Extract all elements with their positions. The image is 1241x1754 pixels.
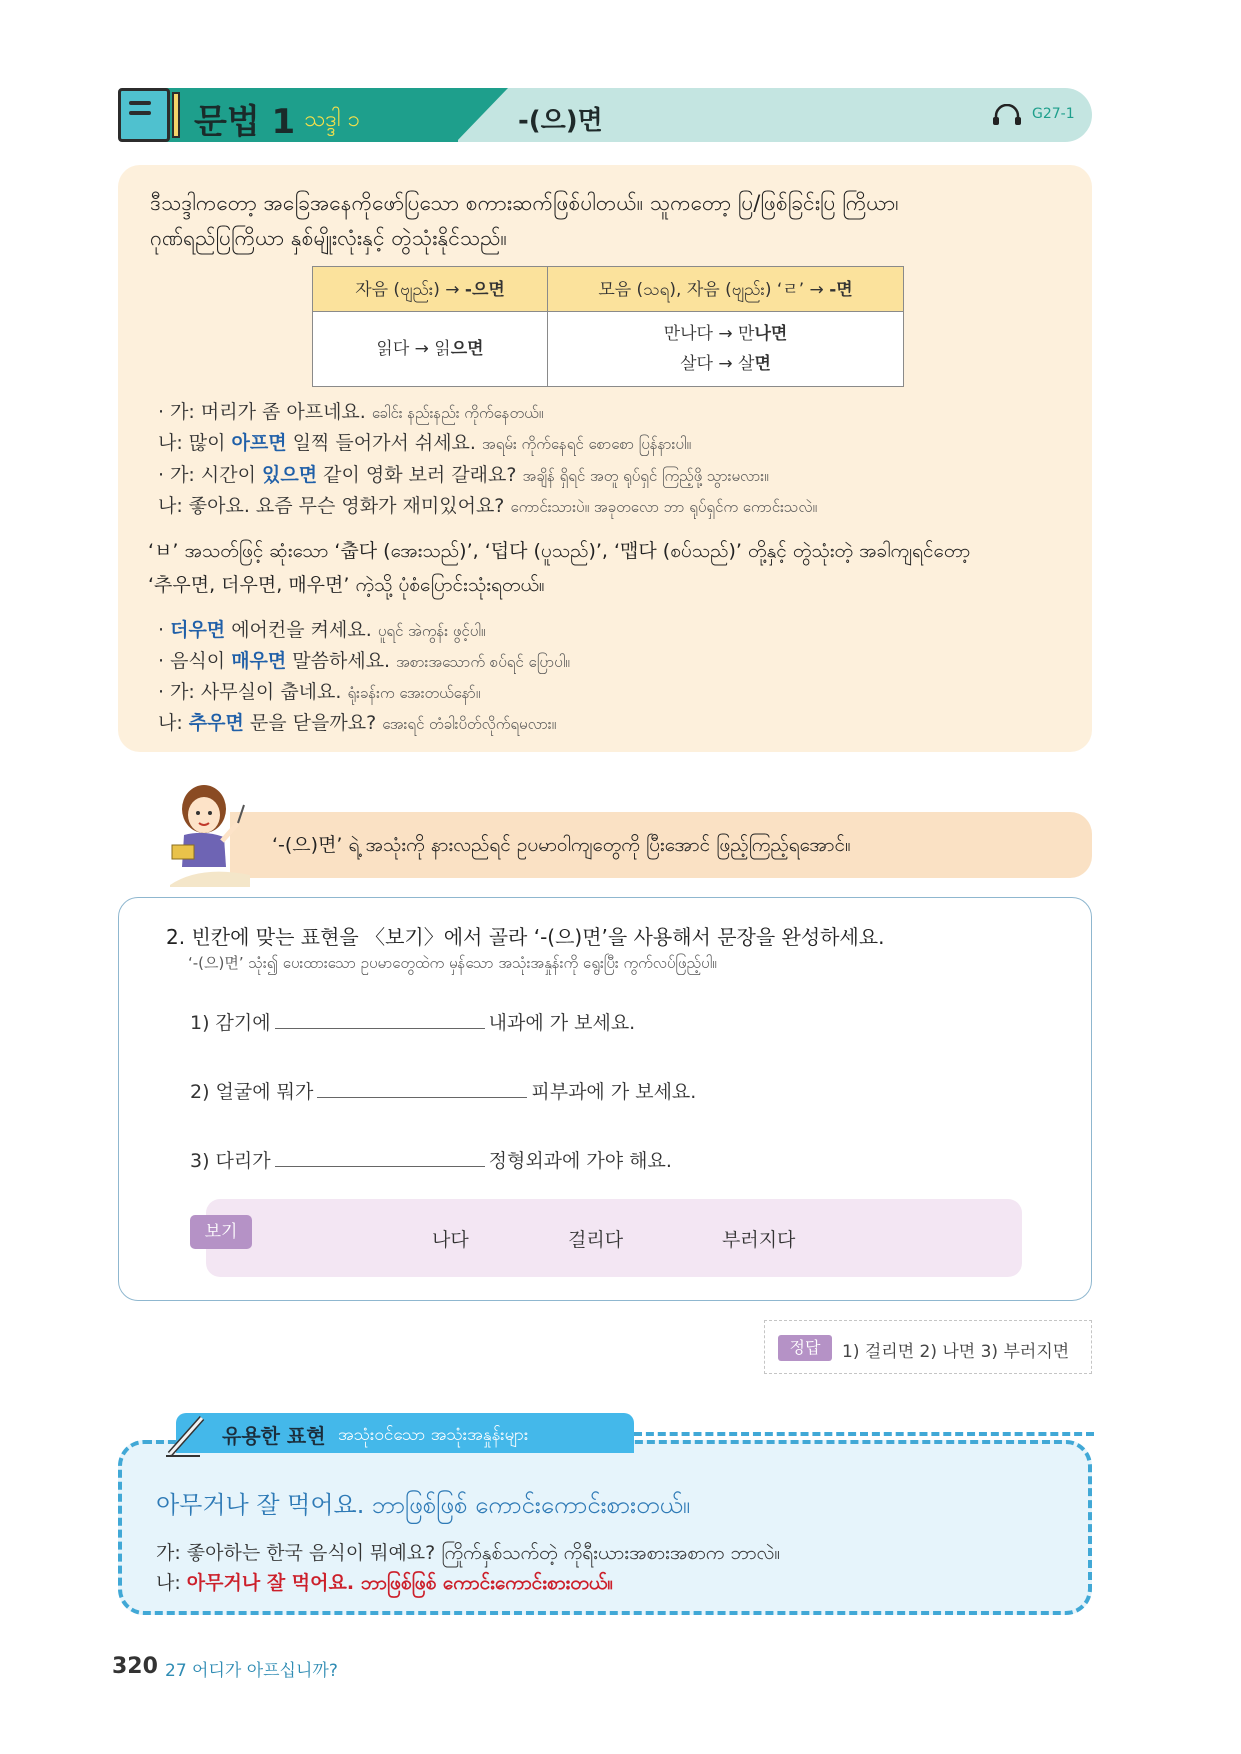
headphones-icon[interactable] bbox=[992, 104, 1022, 126]
teacher-illustration bbox=[160, 775, 260, 887]
section-title: 문법 1 bbox=[194, 102, 296, 142]
useful-tab-line bbox=[634, 1432, 1094, 1436]
exercise-item: 2) 얼굴에 뭐가 피부과에 가 보세요. bbox=[190, 1081, 697, 1103]
useful-dialogue-line: 가: 좋아하는 한국 음식이 뭐예요? ကြိုက်နှစ်သက်တဲ့ ကိုရီးယားအစားအစာက ဘာလဲ။ bbox=[156, 1542, 781, 1564]
example-sentence: 나: 추우면 문을 닫을까요? အေးရင် တံခါးပိတ်လိုက်ရမလား။ bbox=[158, 712, 557, 734]
page-number: 320 bbox=[112, 1654, 158, 1679]
answer-blank[interactable] bbox=[275, 1010, 485, 1029]
header-dark-wedge bbox=[456, 88, 508, 142]
answer-label: 정답 bbox=[778, 1335, 832, 1361]
chapter-title: 27 어디가 아프십니까? bbox=[165, 1661, 338, 1681]
audio-track-code[interactable]: G27-1 bbox=[1032, 106, 1075, 122]
example-sentence: · 가: 시간이 있으면 같이 영화 보러 갈래요? အချိန် ရှိရင် အတူ ရုပ်ရှင် ကြည့်ဖို့ သွားမလား။ bbox=[158, 464, 769, 486]
irregular-note: ‘ㅂ’ အသတ်ဖြင့် ဆုံးသော ‘춥다 (အေးသည်)’, ‘덥다 (ပူသည်)’, ‘맵다 (စပ်သည်)’ တို့နှင့် တွဲသုံးတဲ့ အခါကျရင်တော့ bbox=[148, 540, 971, 562]
example-sentence: · 가: 머리가 좀 아프네요. ခေါင်း နည်းနည်း ကိုက်နေတယ်။ bbox=[158, 401, 544, 423]
intro-line: ဂုဏ်ရည်ပြကြိယာ နှစ်မျိုးလုံးနှင့် တွဲသုံးနိုင်သည်။ bbox=[150, 226, 507, 250]
useful-title: 유용한 표현 bbox=[222, 1424, 326, 1448]
irregular-note: ‘추우면, 더우면, 매우면’ ကဲ့သို့ ပုံစံပြောင်းသုံးရတယ်။ bbox=[148, 574, 545, 596]
word-bank-word: 부러지다 bbox=[722, 1229, 796, 1251]
useful-main-expression: 아무거나 잘 먹어요. ဘာဖြစ်ဖြစ် ကောင်းကောင်းစားတယ်။ bbox=[156, 1491, 691, 1519]
conjugation-table bbox=[312, 266, 904, 387]
intro-line: ဒီသဒ္ဒါကတော့ အခြေအနေကိုဖော်ပြသော စကားဆက်ဖြစ်ပါတယ်။ သူကတော့ ပြ/ဖြစ်ခြင်းပြ ကြိယာ၊ bbox=[150, 191, 899, 215]
word-bank-label: 보기 bbox=[190, 1215, 252, 1249]
grammar-intro bbox=[150, 186, 1080, 256]
grammar-topic: -(으)면 bbox=[518, 106, 603, 136]
example-sentence: · 더우면 에어컨을 켜세요. ပူရင် အဲကွန်း ဖွင့်ပါ။ bbox=[158, 619, 486, 641]
example-sentence: · 음식이 매우면 말씀하세요. အစားအသောက် စပ်ရင် ပြောပါ။ bbox=[158, 650, 570, 672]
useful-dialogue-line: 나: 아무거나 잘 먹어요. ဘာဖြစ်ဖြစ် ကောင်းကောင်းစားတယ်။ bbox=[156, 1572, 614, 1594]
table-cell-consonant-example: 읽다 → 읽으면 bbox=[313, 312, 548, 387]
exercise-instruction: ‘-(으)면’ သုံး၍ ပေးထားသော ဥပမာတွေထဲက မှန်သော အသုံးအနှုန်းကို ရွေးပြီး ကွက်လပ်ဖြည့်ပါ။ bbox=[188, 954, 717, 972]
pencil-icon bbox=[172, 92, 180, 138]
word-bank-word: 나다 bbox=[432, 1229, 469, 1251]
tip-text: ‘-(으)면’ ရဲ့ အသုံးကို နားလည်ရင် ဥပမာဝါကျတွေကို ပြီးအောင် ဖြည့်ကြည့်ရအောင်။ bbox=[272, 834, 851, 856]
word-bank-word: 걸리다 bbox=[568, 1229, 624, 1251]
example-sentence: 나: 좋아요. 요즘 무슨 영화가 재미있어요? ကောင်းသားပဲ။ အခုတလော ဘာ ရုပ်ရှင်က ကောင်းသလဲ။ bbox=[158, 495, 817, 517]
pencil-icon bbox=[166, 1414, 206, 1458]
useful-title-mm: အသုံးဝင်သော အသုံးအနှုန်းများ bbox=[338, 1425, 529, 1445]
table-header-vowel: 모음 (သရ), 자음 (ဗျည်း) ‘ㄹ’ → -면 bbox=[548, 267, 904, 312]
book-icon bbox=[118, 88, 170, 142]
section-subtitle: သဒ္ဒါ ၁ bbox=[304, 107, 360, 132]
answer-blank[interactable] bbox=[317, 1079, 527, 1098]
table-cell-vowel-example: 만나다 → 만나면 살다 → 살면 bbox=[548, 312, 904, 387]
exercise-item: 3) 다리가 정형외과에 가야 해요. bbox=[190, 1150, 672, 1172]
answer-blank[interactable] bbox=[275, 1148, 485, 1167]
answer-text: 1) 걸리면 2) 나면 3) 부러지면 bbox=[842, 1342, 1070, 1362]
exercise-question: 2. 빈칸에 맞는 표현을 〈보기〉에서 골라 ‘-(으)면’을 사용해서 문장을 완성하세요. bbox=[166, 925, 885, 949]
exercise-item: 1) 감기에 내과에 가 보세요. bbox=[190, 1012, 636, 1034]
table-header-consonant: 자음 (ဗျည်း) → -으면 bbox=[313, 267, 548, 312]
example-sentence: 나: 많이 아프면 일찍 들어가서 쉬세요. အရမ်း ကိုက်နေရင် စောစော ပြန်နားပါ။ bbox=[158, 432, 692, 454]
example-sentence: · 가: 사무실이 춥네요. ရုံးခန်းက အေးတယ်နော်။ bbox=[158, 681, 481, 703]
